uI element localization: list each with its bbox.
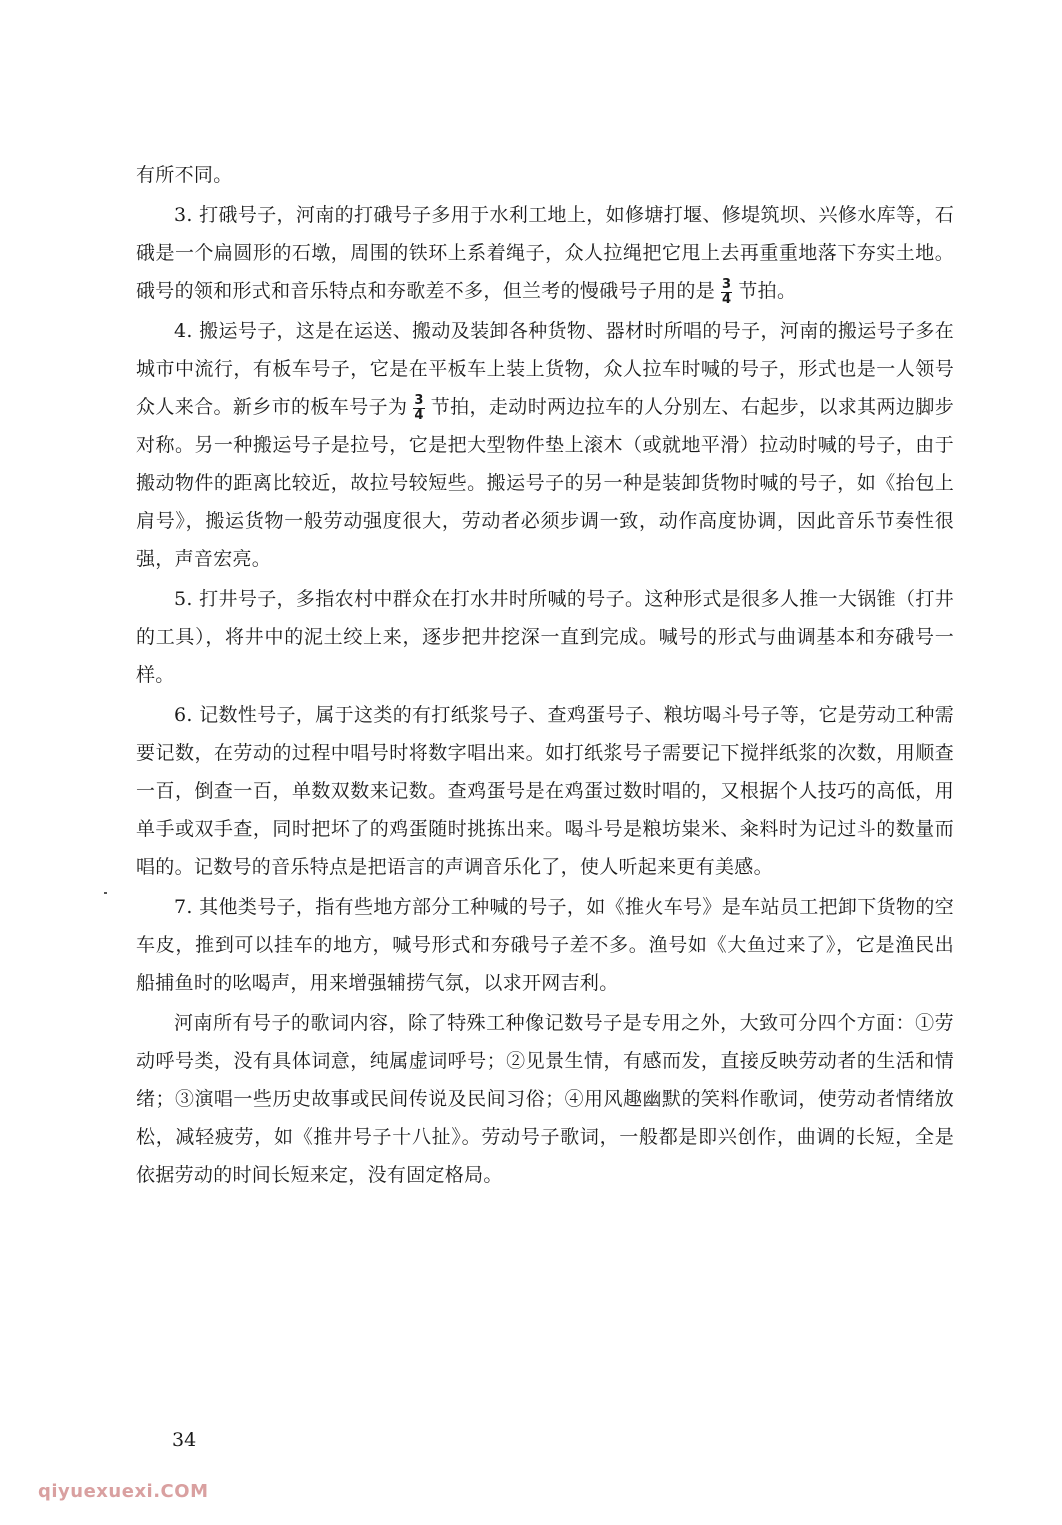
paragraph-4-banyun: 4. 搬运号子，这是在运送、搬动及装卸各种货物、器材时所唱的号子，河南的搬运号子多在城市中流行，有板车号子，它是在平板车上装上货物，众人拉车时喊的号子，形式也是一人领号众人来合。新乡市的板车号子为 $\frac{3}{4}$ 节拍，走动时两边拉车的人分别左、右起步，以求其两边脚步对称。另一种搬运号子是拉号，它是把大型物件垫上滚木（或就地平滑）拉动时喊的号子，由于搬动物件的距离比较近，故拉号较短些。搬运号子的另一种是装卸货物时喊的号子，如《抬包上肩号》，搬运货物一般劳动强度很大，劳动者必须步调一致，动作高度协调，因此音乐节奏性很强，声音宏亮。	[136, 320, 954, 570]
site-watermark: qiyuexuexi.COM	[38, 1481, 209, 1502]
paragraph-6-jishu: 6. 记数性号子，属于这类的有打纸浆号子、查鸡蛋号子、粮坊喝斗号子等，它是劳动工种需要记数，在劳动的过程中唱号时将数字唱出来。如打纸浆号子需要记下搅拌纸浆的次数，用顺查一百，倒查一百，单数双数来记数。查鸡蛋号是在鸡蛋过数时唱的，又根据个人技巧的高低，用单手或双手查，同时把坏了的鸡蛋随时挑拣出来。喝斗号是粮坊粜米、籴料时为记过斗的数量而唱的。记数号的音乐特点是把语言的声调音乐化了，使人听起来更有美感。	[136, 704, 954, 878]
paragraph-8-lyrics: 河南所有号子的歌词内容，除了特殊工种像记数号子是专用之外，大致可分四个方面：①劳动呼号类，没有具体词意，纯属虚词呼号；②见景生情，有感而发，直接反映劳动者的生活和情绪；③演唱一些历史故事或民间传说及民间习俗；④用风趣幽默的笑料作歌词，使劳动者情绪放松，减轻疲劳，如《推井号子十八扯》。劳动号子歌词，一般都是即兴创作，曲调的长短，全是依据劳动的时间长短来定，没有固定格局。	[136, 1012, 954, 1186]
fraction-denominator: 4	[722, 291, 732, 307]
paragraph-3-dahao: 3. 打硪号子，河南的打硪号子多用于水利工地上，如修塘打堰、修堤筑坝、兴修水库等，石硪是一个扁圆形的石墩，周围的铁环上系着绳子，众人拉绳把它甩上去再重重地落下夯实土地。硪号的领和形式和音乐特点和夯歌差不多，但兰考的慢硪号子用的是 $\frac{3}{4}$ 节拍。	[136, 204, 954, 307]
paragraph-continuation: 有所不同。	[136, 164, 233, 186]
fraction-numerator: 3	[414, 392, 424, 408]
time-signature-fraction	[721, 278, 732, 307]
paragraph-7-qita: 7. 其他类号子，指有些地方部分工种喊的号子，如《推火车号》是车站员工把卸下货物的空车皮，推到可以挂车的地方，喊号形式和夯硪号子差不多。渔号如《大鱼过来了》，它是渔民出船捕鱼时的吆喝声，用来增强辅捞气氛，以求开网吉利。	[136, 896, 954, 994]
fraction-numerator: 3	[722, 276, 732, 292]
scan-speck	[104, 892, 107, 894]
time-signature-fraction	[413, 394, 424, 423]
page-number: 34	[172, 1429, 197, 1451]
fraction-denominator: 4	[414, 407, 424, 423]
body-text	[136, 156, 954, 1194]
paragraph-5-dajing: 5. 打井号子，多指农村中群众在打水井时所喊的号子。这种形式是很多人推一大锅锥（打井的工具），将井中的泥土绞上来，逐步把井挖深一直到完成。喊号的形式与曲调基本和夯硪号一样。	[136, 588, 954, 686]
